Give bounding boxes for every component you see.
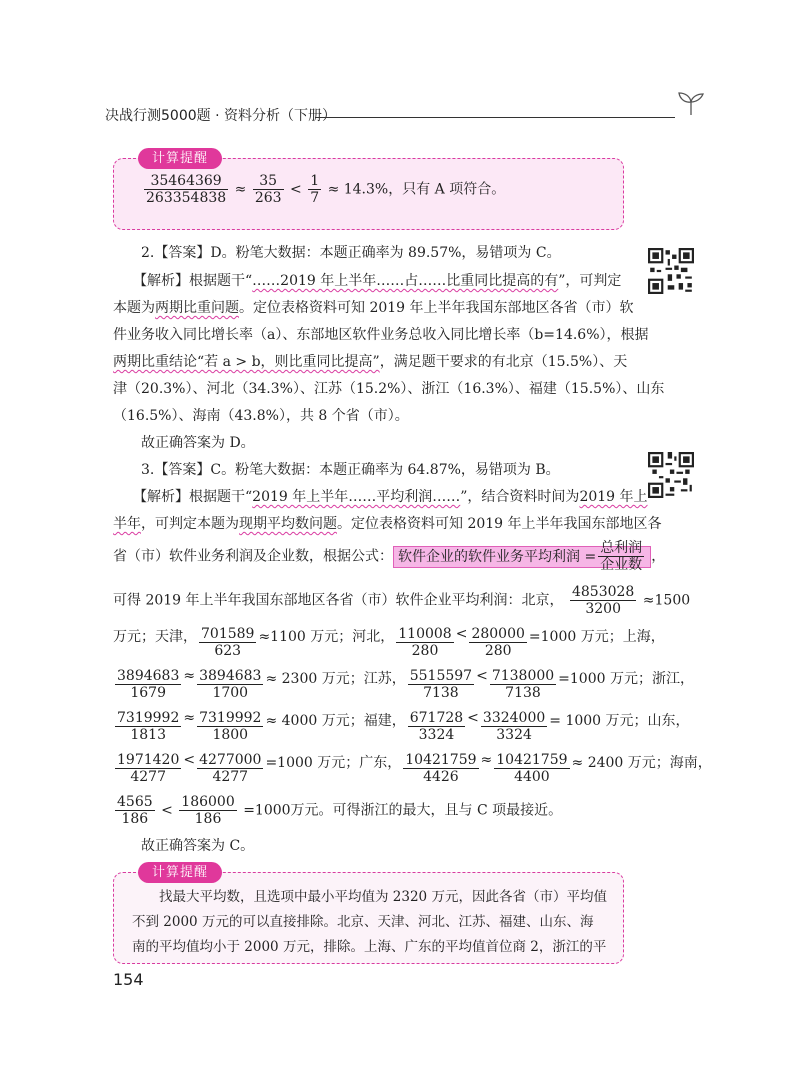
fraction: $\frac{1}{7}$ (310, 173, 320, 207)
q2-analysis-line: 两期比重结论“若 a > b，则比重同比提高”，满足题干要求的有北京（15.5%）、天 (113, 354, 628, 370)
qr-code-icon (648, 248, 694, 294)
page-number: 154 (113, 970, 144, 989)
q2-conclusion: 故正确答案为 D。 (141, 435, 255, 451)
book-title: 决战行测5000题 · 资料分析（下册） (105, 108, 336, 124)
calc-tip-label: 计算提醒 (138, 148, 222, 169)
q3-answer: 3.【答案】C。粉笔大数据：本题正确率为 64.87%，易错项为 B。 (141, 462, 560, 478)
formula-highlight: 软件企业的软件业务平均利润 = $\frac{\text{总利润}}{\text{企业数}}$ (393, 546, 651, 568)
q3-calc-line: $\frac{1971420}{4277}$ < $\frac{4277000}{4277}$ =1000 万元；广东， $\frac{10421759}{4426}$ ≈ $\frac{10421759}{4400}$ ≈ 2400 万元；海南， (117, 752, 712, 786)
fraction: $\frac{35464369}{263354838}$ (146, 173, 227, 207)
q3-calc-line: $\frac{3894683}{1679}$ ≈ $\frac{3894683}{1700}$ ≈ 2300 万元；江苏， $\frac{5515597}{7138}$ < $\frac{7138000}{7138}$ =1000 万元；浙江， (117, 668, 694, 702)
calc-tip-label: 计算提醒 (138, 862, 222, 883)
q2-answer: 2.【答案】D。粉笔大数据：本题正确率为 89.57%，易错项为 C。 (141, 245, 561, 261)
q2-analysis-line: 津（20.3%）、河北（34.3%）、江苏（15.2%）、浙江（16.3%）、福建（15.5%）、山东 (113, 381, 665, 397)
header-rule (315, 117, 675, 118)
calc-tip-content: $\frac{35464369}{263354838}$ ≈ $\frac{35}{263}$ < $\frac{1}{7}$ ≈ 14.3%，只有 A 项符合。 (146, 173, 506, 207)
q3-calc-line: $\frac{4565}{186}$ < $\frac{186000}{186}$ =1000万元。可得浙江的最大，且与 C 项最接近。 (117, 794, 563, 828)
calc-tip-box (113, 865, 624, 964)
q2-analysis-line: （16.5%）、海南（43.8%），共 8 个省（市）。 (113, 408, 409, 424)
leaf-icon (677, 91, 705, 117)
calc-tip-box (113, 151, 624, 230)
q3-analysis-line: 【解析】根据题干“2019 年上半年……平均利润……”，结合资料时间为2019 年上 (133, 489, 648, 505)
q3-analysis-line: 省（市）软件业务利润及企业数，根据公式： 软件企业的软件业务平均利润 = $\frac{\text{总利润}}{\text{企业数}}$ ， (113, 540, 666, 574)
fraction: $\frac{35}{263}$ (254, 173, 282, 207)
q3-calc-line: 万元；天津， $\frac{701589}{623}$ ≈1100 万元；河北， $\frac{110008}{280}$ < $\frac{280000}{280}$ =1000 万元；上海， (113, 626, 665, 660)
q2-analysis-line: 【解析】根据题干“……2019 年上半年……占……比重同比提高的有”，可判定 (133, 273, 622, 289)
q3-conclusion: 故正确答案为 C。 (141, 838, 255, 854)
q3-calc-line: $\frac{7319992}{1813}$ ≈ $\frac{7319992}{1800}$ ≈ 4000 万元；福建， $\frac{671728}{3324}$ < $\frac{3324000}{3324}$ = 1000 万元；山东， (117, 710, 690, 744)
calc-tip-content: 找最大平均数，且选项中最小平均值为 2320 万元，因此各省（市）平均值 不到 2000 万元的可以直接排除。北京、天津、河北、江苏、福建、山东、海 南的平均值均小于 2000 万元，排除。上海、广东的平均值首位商 2，浙江的平 (132, 889, 607, 955)
q3-analysis-line: 半年，可判定本题为现期平均数问题。定位表格资料可知 2019 年上半年我国东部地区各 (113, 516, 662, 532)
qr-code-icon (648, 452, 694, 498)
q2-analysis-line: 件业务收入同比增长率（a）、东部地区软件业务总收入同比增长率（b=14.6%），根据 (113, 327, 649, 343)
q3-calc-line: 可得 2019 年上半年我国东部地区各省（市）软件企业平均利润：北京， $\frac{4853028}{3200}$ ≈1500 (113, 584, 691, 618)
running-header (105, 105, 705, 129)
q2-analysis-line: 本题为两期比重问题。定位表格资料可知 2019 年上半年我国东部地区各省（市）软 (113, 300, 634, 316)
